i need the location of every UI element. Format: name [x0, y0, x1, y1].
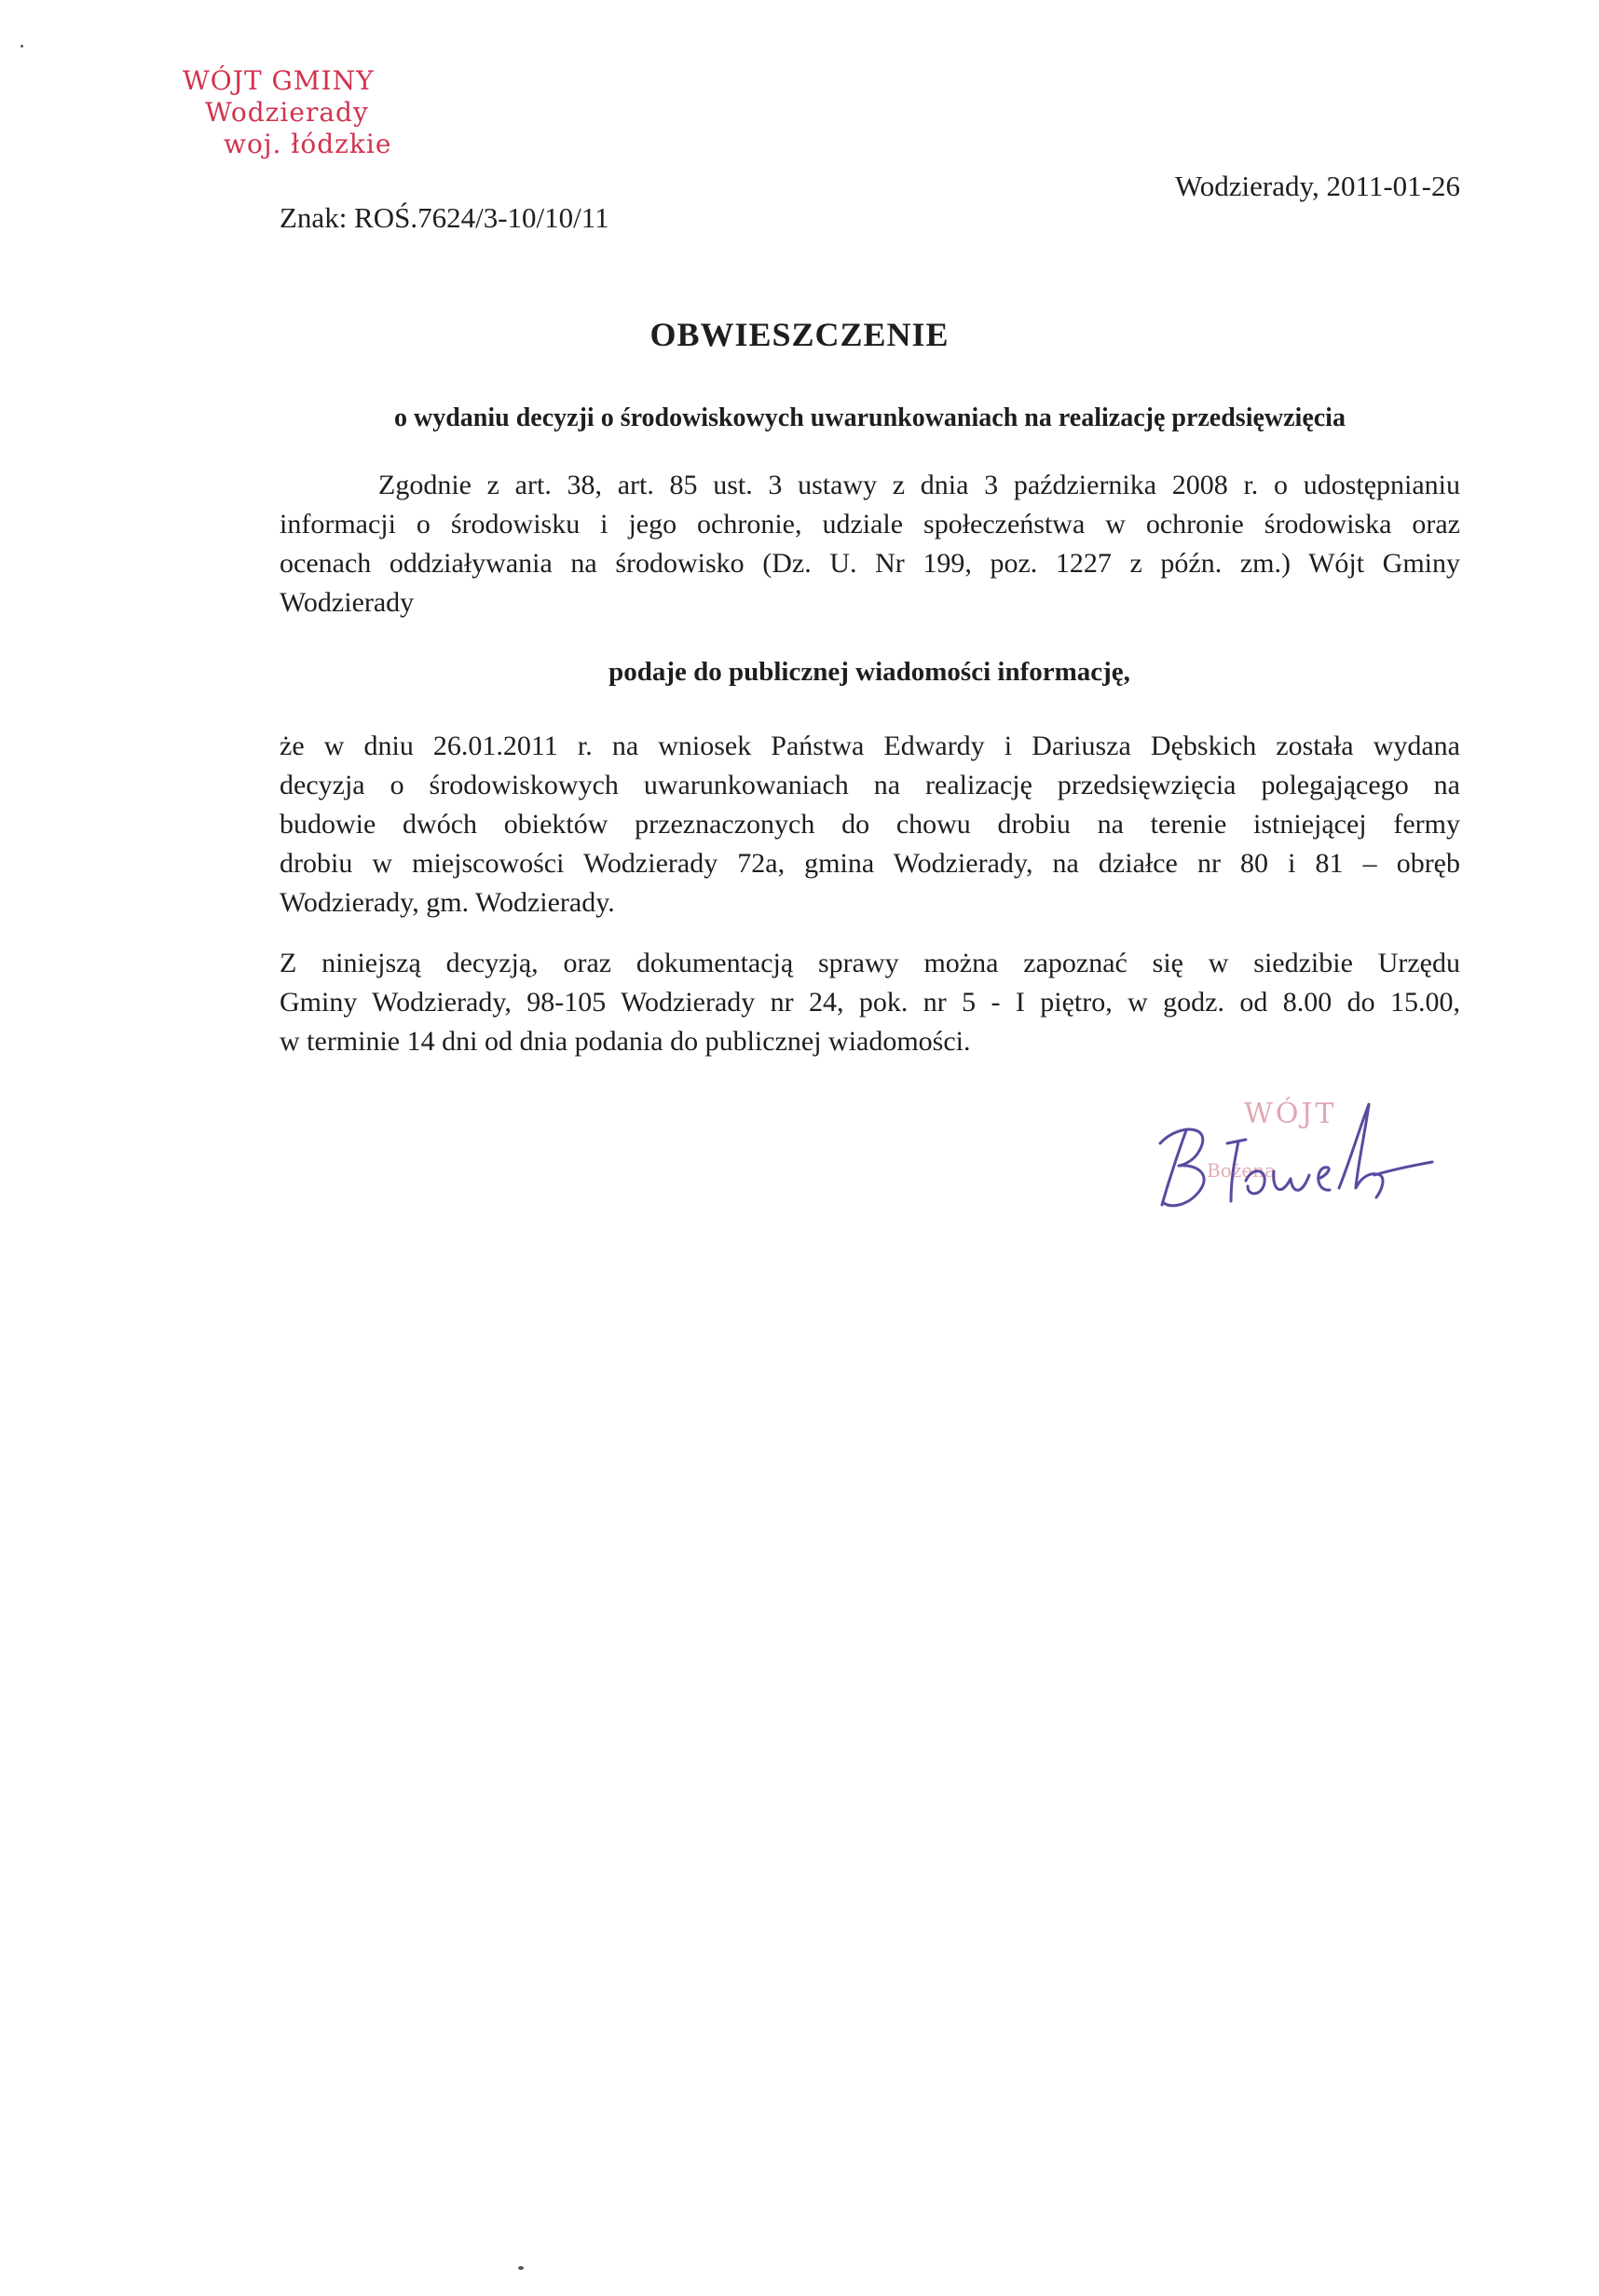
paragraph-line: Wodzierady, gm. Wodzierady.	[280, 887, 615, 918]
signature-stamp-title: WÓJT	[1244, 1098, 1337, 1130]
office-stamp	[183, 65, 391, 160]
paragraph-line: Gminy Wodzierady, 98-105 Wodzierady nr 24, pok. nr 5 - I piętro, w godz. od 8.00 do 15.00,	[280, 987, 1460, 1018]
stamp-line-title: WÓJT GMINY	[183, 65, 375, 96]
paragraph-line: Wodzierady	[280, 587, 415, 618]
stamp-line-voivodeship: woj. łódzkie	[224, 129, 392, 159]
announcement-heading: podaje do publicznej wiadomości informację,	[608, 657, 1130, 687]
scan-speck	[518, 2266, 524, 2270]
legal-basis-paragraph	[280, 466, 1460, 622]
paragraph-line: drobiu w miejscowości Wodzierady 72a, gmina Wodzierady, na działce nr 80 i 81 – obręb	[280, 848, 1460, 879]
signature-stamp-name: Bożena	[1207, 1159, 1276, 1182]
access-info-paragraph	[280, 944, 1460, 1061]
place-and-date: Wodzierady, 2011-01-26	[1175, 170, 1460, 202]
scan-speck	[20, 45, 23, 48]
paragraph-line: Zgodnie z art. 38, art. 85 ust. 3 ustawy z dnia 3 października 2008 r. o udostępnianiu	[378, 470, 1460, 500]
paragraph-line: że w dniu 26.01.2011 r. na wniosek Państwa Edwardy i Dariusza Dębskich została wydana	[280, 731, 1460, 761]
paragraph-line: w terminie 14 dni od dnia podania do publicznej wiadomości.	[280, 1026, 971, 1057]
paragraph-line: decyzja o środowiskowych uwarunkowaniach na realizację przedsięwzięcia polegającego na	[280, 770, 1460, 800]
signature	[1141, 1086, 1458, 1225]
decision-paragraph	[280, 727, 1460, 922]
document-subtitle: o wydaniu decyzji o środowiskowych uwarunkowaniach na realizację przedsięwzięcia	[394, 403, 1346, 432]
paragraph-line: informacji o środowisku i jego ochronie, udziale społeczeństwa w ochronie środowiska oraz	[280, 509, 1460, 540]
paragraph-line: ocenach oddziaływania na środowisko (Dz. U. Nr 199, poz. 1227 z późn. zm.) Wójt Gminy	[280, 548, 1460, 579]
stamp-line-municipality: Wodzierady	[205, 97, 369, 128]
reference-number: Znak: ROŚ.7624/3-10/10/11	[280, 201, 609, 234]
paragraph-line: budowie dwóch obiektów przeznaczonych do chowu drobiu na terenie istniejącej fermy	[280, 809, 1460, 840]
document-title: OBWIESZCZENIE	[649, 316, 950, 353]
paragraph-line: Z niniejszą decyzją, oraz dokumentacją sprawy można zapoznać się w siedzibie Urzędu	[280, 948, 1460, 978]
